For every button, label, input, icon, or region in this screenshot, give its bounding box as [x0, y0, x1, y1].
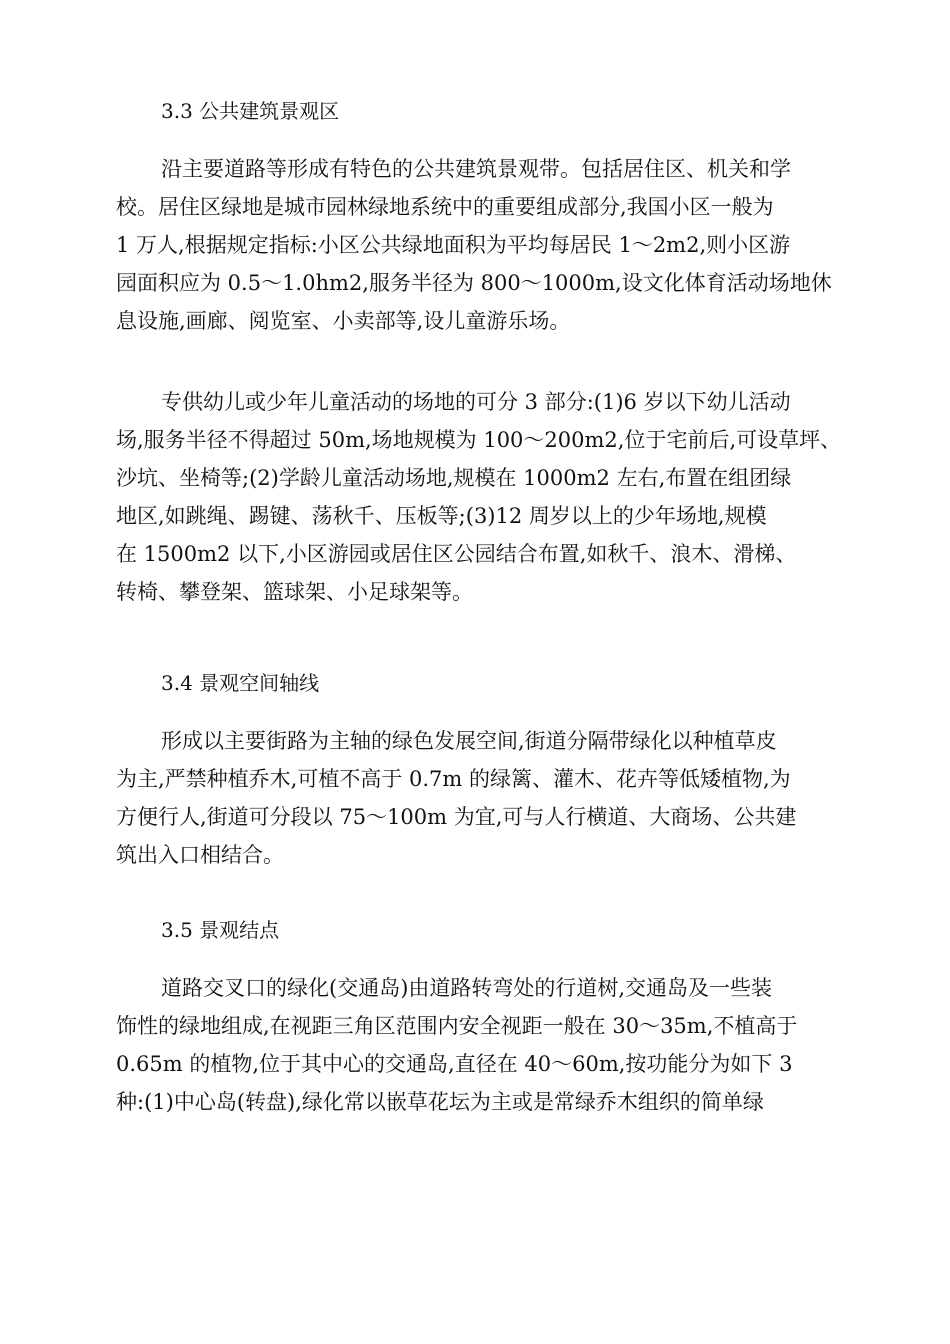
- text-line: 沿主要道路等形成有特色的公共建筑景观带。包括居住区、机关和学: [161, 157, 791, 181]
- text-line: 形成以主要街路为主轴的绿色发展空间,街道分隔带绿化以种植草皮: [161, 729, 777, 753]
- text-line: 道路交叉口的绿化(交通岛)由道路转弯处的行道树,交通岛及一些装: [161, 976, 773, 1000]
- section-heading-3-3: 3.3 公共建筑景观区: [161, 99, 340, 123]
- section-heading-3-4: 3.4 景观空间轴线: [161, 671, 320, 695]
- paragraph-children-activity: [116, 383, 856, 611]
- text-line: 在 1500m2 以下,小区游园或居住区公园结合布置,如秋千、浪木、滑梯、: [116, 542, 797, 566]
- text-line: 地区,如跳绳、踢键、荡秋千、压板等;(3)12 周岁以上的少年场地,规模: [116, 504, 767, 528]
- text-line: 沙坑、坐椅等;(2)学龄儿童活动场地,规模在 1000m2 左右,布置在组团绿: [116, 466, 792, 490]
- text-line: 息设施,画廊、阅览室、小卖部等,设儿童游乐场。: [116, 309, 571, 333]
- text-line: 园面积应为 0.5～1.0hm2,服务半径为 800～1000m,设文化体育活动场地休: [116, 271, 832, 295]
- text-line: 校。居住区绿地是城市园林绿地系统中的重要组成部分,我国小区一般为: [116, 195, 774, 219]
- paragraph-spatial-axis: [116, 722, 856, 874]
- text-line: 种:(1)中心岛(转盘),绿化常以嵌草花坛为主或是常绿乔木组织的简单绿: [116, 1090, 764, 1114]
- paragraph-landscape-nodes: [116, 969, 856, 1121]
- text-line: 转椅、攀登架、篮球架、小足球架等。: [116, 580, 473, 604]
- text-line: 为主,严禁种植乔木,可植不高于 0.7m 的绿篱、灌木、花卉等低矮植物,为: [116, 767, 791, 791]
- text-line: 专供幼儿或少年儿童活动的场地的可分 3 部分:(1)6 岁以下幼儿活动: [161, 390, 791, 414]
- text-line: 筑出入口相结合。: [116, 843, 284, 867]
- text-line: 方便行人,街道可分段以 75～100m 为宜,可与人行横道、大商场、公共建: [116, 805, 797, 829]
- text-line: 饰性的绿地组成,在视距三角区范围内安全视距一般在 30～35m,不植高于: [116, 1014, 798, 1038]
- text-line: 0.65m 的植物,位于其中心的交通岛,直径在 40～60m,按功能分为如下 3: [116, 1052, 793, 1076]
- text-line: 1 万人,根据规定指标:小区公共绿地面积为平均每居民 1～2m2,则小区游: [116, 233, 791, 257]
- paragraph-public-buildings: [116, 150, 856, 340]
- text-line: 场,服务半径不得超过 50m,场地规模为 100～200m2,位于宅前后,可设草坪、: [116, 428, 842, 452]
- section-heading-3-5: 3.5 景观结点: [161, 918, 280, 942]
